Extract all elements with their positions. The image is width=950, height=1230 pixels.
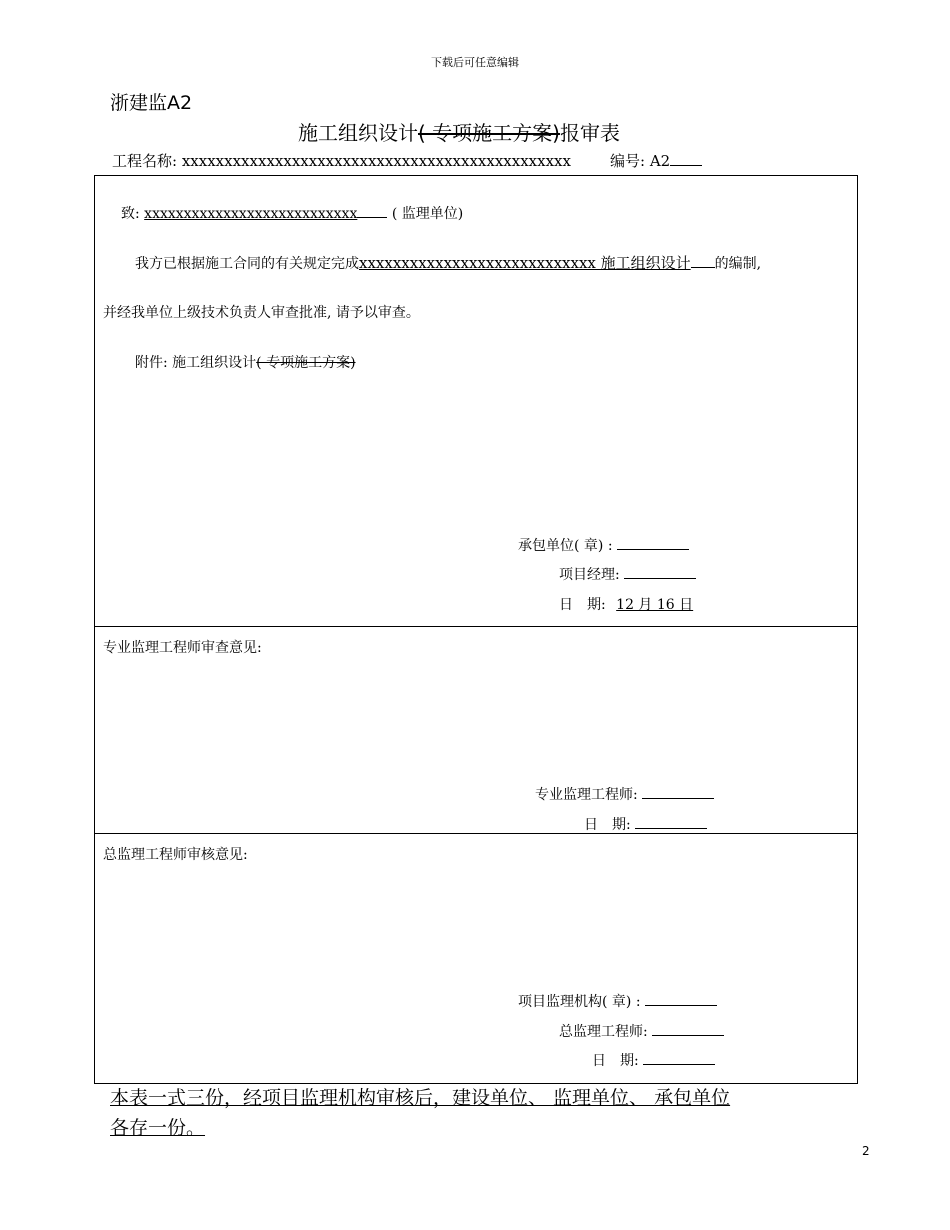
date-value-1 [610,597,693,613]
title-struck: ( 专项施工方案) [418,121,560,145]
body-suffix: 的编制, [714,256,762,272]
date-label-2: 日 期: [584,817,631,833]
footer-line-2: 各存一份。 [110,1117,206,1139]
footer-line-1: 本表一式三份，经项目监理机构审核后，建设单位、 监理单位、 承包单位 [110,1087,731,1109]
chief-review-section [94,833,858,1084]
engineer-opinion-label: 专业监理工程师审查意见: [103,640,262,656]
engineer-review-section [94,626,858,834]
body-blank [691,253,715,268]
engineer-sign-row [535,784,714,804]
addressee-suffix: ( 监理单位) [391,206,464,222]
contractor-row [518,535,689,555]
engineer-blank [642,784,714,799]
engineer-label: 专业监理工程师: [535,787,638,803]
title-main: 施工组织设计 [298,121,418,145]
org-blank [645,991,717,1006]
project-number-blank [670,151,702,166]
manager-blank [624,564,696,579]
contractor-blank [617,535,689,550]
org-label: 项目监理机构( 章) : [518,994,641,1010]
project-name-label: 工程名称: [112,152,178,170]
project-number-value: A2 [649,152,671,170]
title-suffix: 报审表 [559,121,620,145]
date-row-3 [592,1050,715,1070]
project-number-row [610,150,702,171]
page-title [298,117,620,146]
org-sign-row [518,991,717,1011]
attachment-struck: ( 专项施工方案) [256,355,356,371]
chief-blank [652,1021,724,1036]
header-note: 下载后可任意编辑 [431,56,519,69]
chief-label: 总监理工程师: [559,1024,648,1040]
attachment-row [135,352,356,372]
date-label-1: 日 期: [559,597,606,613]
date-blank-2 [635,814,707,829]
addressee-label: 致: [121,206,140,222]
form-code: 浙建监A2 [110,92,193,114]
project-name-row [112,150,571,171]
chief-opinion-label: 总监理工程师审核意见: [103,847,248,863]
body-line-2: 并经我单位上级技术负责人审查批准, 请予以审查。 [103,305,420,321]
manager-label: 项目经理: [559,567,620,583]
chief-sign-row [559,1021,724,1041]
date-row-2 [584,814,707,834]
body-line-1 [135,252,761,273]
manager-row [559,564,696,584]
addressee-row [121,203,463,223]
contractor-label: 承包单位( 章) : [518,538,613,554]
date-label-3: 日 期: [592,1053,639,1069]
body-value: xxxxxxxxxxxxxxxxxxxxxxxxxxxx 施工组织设计 [359,254,691,272]
body-prefix: 我方已根据施工合同的有关规定完成 [135,256,359,272]
project-name-value: xxxxxxxxxxxxxxxxxxxxxxxxxxxxxxxxxxxxxxxxxxxxxx [181,152,571,170]
date-blank-3 [643,1050,715,1065]
page-number: 2 [862,1144,870,1158]
addressee-blank [357,203,387,218]
addressee-value: xxxxxxxxxxxxxxxxxxxxxxxxxxx [144,206,358,222]
date-text-1: 12 月 16 日 [616,597,694,613]
project-number-label: 编号: [610,152,646,170]
submission-section [94,175,858,627]
date-row-1 [559,594,693,614]
attachment-label: 附件: 施工组织设计 [135,355,257,371]
